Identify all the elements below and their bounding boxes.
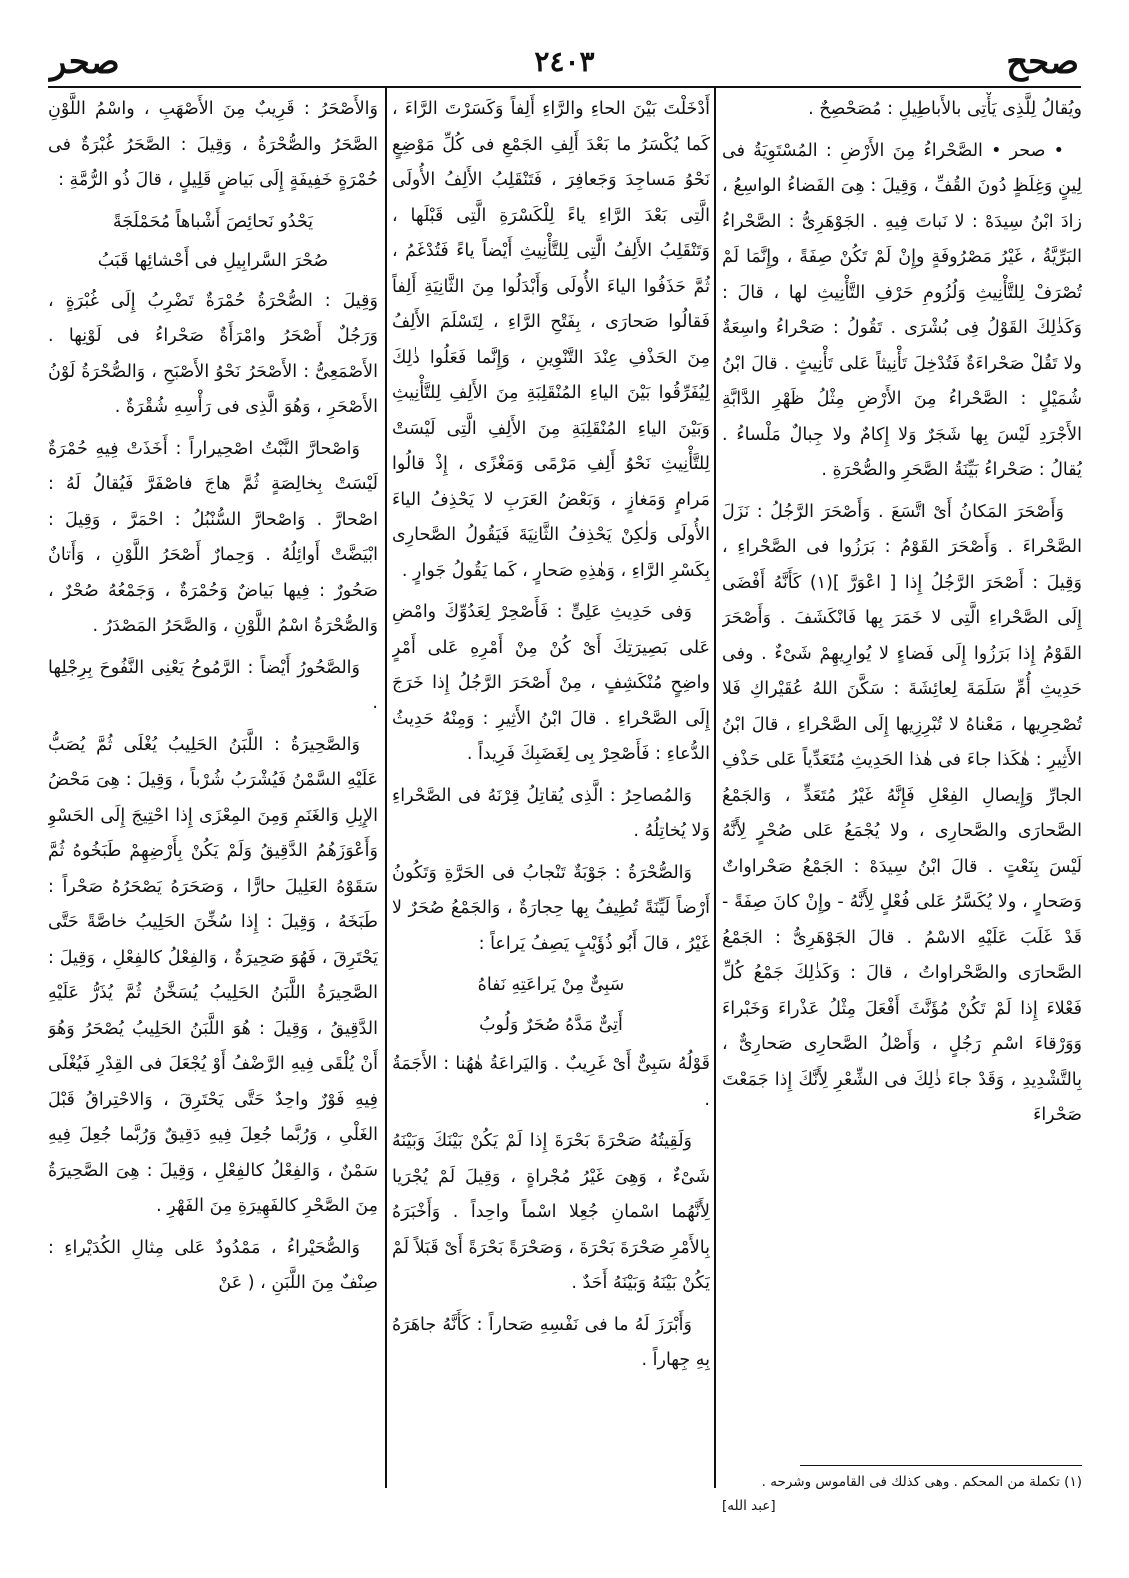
paragraph: وَأَبْرَزَ لَهُ ما فى نَفْسِهِ صَحاراً : كَأَنَّهُ جاهَرَهُ بِهِ جِهاراً . [392,1314,710,1370]
paragraph: وَاصْحارَّ النَّبْتُ اصْحِيراراً : أَخَذَتْ فِيهِ حُمْرَةٌ لَيْسَتْ بِخالِصَةٍ ثُمَّ هاجَ فاصْفَرَّ فَيُقالُ لَهُ : اصْحارَّ . وَاصْحارَّ السُّنْبُلُ : احْمَرَّ ، وَقِيلَ : ابْيَضَّتْ أَوائِلُهُ . وَحِمارٌ أَصْحَرُ اللَّوْنِ ، وَأَتانٌ صَحُورٌ : فِيها بَياضٌ وَحُمْرَةٌ ، وَجَمْعُهُ صُحْرٌ ، وَالصُّحْرَةُ اسْمُ اللَّوْنِ ، وَالصَّحَرُ المَصْدَرُ . [48,438,378,636]
footnote-rule [800,1465,1082,1466]
paragraph: أَدْخَلْتَ بَيْنَ الحاءِ والرَّاءِ أَلِفاً وَكَسَرْتَ الرَّاءَ ، كَما يُكْسَرُ ما بَعْدَ أَلِفِ الجَمْعِ فى كُلِّ مَوْضِعٍ نَحْوُ مَساجِدَ وَجَعافِرَ ، فَتَنْقَلِبُ الأَلِفُ الأُولَى الَّتِى بَعْدَ الرَّاءِ ياءً لِلْكَسْرَةِ الَّتِى قَبْلَها ، وَتَنْقَلِبُ الأَلِفُ الَّتِى لِلتَّأْنِيثِ أَيْضاً ياءً فَتُدْغَمُ ، ثُمَّ حَذَفُوا الياءَ الأُولَى وَأَبْدَلُوا مِنَ الثَّانِيَةِ أَلِفاً فَقالُوا صَحارَى ، بِفَتْحِ الرَّاءِ ، لِتَسْلَمَ الأَلِفُ مِنَ الحَذْفِ عِنْدَ التَّنْوِينِ ، وَإِنَّما فَعَلُوا ذٰلِكَ لِيُفَرِّقُوا بَيْنَ الياءِ المُنْقَلِبَةِ مِنَ الأَلِفِ لِلتَّأْنِيثِ وَبَيْنَ الياءِ المُنْقَلِبَةِ مِنَ الأَلِفِ الَّتِى لَيْسَتْ لِلتَّأْنِيثِ نَحْوُ أَلِفِ مَرْمًى وَمَغْزًى ، إِذْ قالُوا مَرامٍ وَمَغازٍ ، وَبَعْضُ العَرَبِ لا يَحْذِفُ الياءَ الأُولَى وَلٰكِنْ يَحْذِفُ الثَّانِيَةَ فَيَقُولُ الصَّحارِى بِكَسْرِ الرَّاءِ ، وَهٰذِهِ صَحارٍ ، كَما يَقُولُ جَوارٍ . [392,99,710,581]
footnote-signature: [عبد الله] [722,1498,776,1514]
paragraph: وَالمُصاحِرُ : الَّذِى يُقاتِلُ قِرْنَهُ فى الصَّحْراءِ وَلا يُخاتِلُهُ . [392,785,710,841]
page-number: ٢٤٠٣ [534,45,595,78]
paragraph: ويُقالُ لِلَّذِى يَأْتِى بالأَباطِيلِ : مُصَحْصِحٌ . [808,99,1082,119]
verse-line: يَحْدُو نَحائِصَ أَشْباهاً مُحَمْلَجَةً [112,211,314,232]
page-header [40,40,1089,90]
text-column-right [722,92,1082,1483]
text-column-left [48,92,378,1483]
paragraph: وَالصُّحَيْراءُ ، مَمْدُودٌ عَلى مِثالِ الكُدَيْراءِ : صِنْفٌ مِنَ اللَّبَنِ ، ( عَنْ [48,1237,378,1293]
paragraph: وَالصَّحُورُ أَيْضاً : الرَّمُوحُ يَعْنِى النَّفُوحَ بِرِجْلِها . [48,657,378,713]
paragraph: وَالأَصْحَرُ : قَرِيبٌ مِنَ الأَصْهَبِ ، واسْمُ اللَّوْنِ الصَّحَرُ والصُّحْرَةُ ، وَقِيلَ : الصَّحَرُ غُبْرَةٌ فى حُمْرَةٍ خَفِيفَةٍ إِلَى بَياضٍ قَلِيلٍ ، قالَ ذُو الرُّمَّةِ : [48,99,378,190]
paragraph: وَالصُّحْرَةُ : جَوْبَةٌ تَنْجابُ فى الحَرَّةِ وَتَكُونُ أَرْضاً لَيِّنَةً تُطِيفُ بِها حِجارَةٌ ، وَالجَمْعُ صُحَرٌ لا غَيْرُ ، قالَ أَبُو ذُؤَيْبٍ يَصِفُ يَراعاً : [392,862,710,954]
verse-line: صُحْرَ السَّرابِيلِ فى أَحْشائِها قَبَبُ [97,251,329,271]
paragraph: وَلَقِيتُهُ صَحْرَةَ بَحْرَةَ إِذا لَمْ يَكُنْ بَيْنَكَ وَبَيْنَهُ شَىْءٌ ، وَهِىَ غَيْرُ مُجْراةٍ ، وَقِيلَ لَمْ يُجْرَيا لِأَنَّهُما اسْمانِ جُعِلا اسْماً واحِداً . وَأَخْبَرَهُ بِالأَمْرِ صَحْرَةَ بَحْرَةَ ، وَصَحْرَةً بَحْرَةً أَىْ قَبَلاً لَمْ يَكُنْ بَيْنَهُ وَبَيْنَهُ أَحَدٌ . [392,1131,710,1293]
header-root-word-right: صحح [1006,42,1079,82]
column-divider-right [714,88,716,1488]
footnote-text: (١) تكملة من المحكم . وهى كذلك فى القاموس وشرحه . [761,1474,1082,1490]
paragraph: قَوْلُهُ سَبِىٌّ أَىْ غَرِيبٌ . وَاليَراعَةُ هٰهُنا : الأَجَمَةُ . [392,1054,710,1110]
text-column-middle [392,92,710,1483]
header-root-word-left: صحر [50,42,120,82]
header-rule [48,86,1081,88]
paragraph: وَأَصْحَرَ المَكانُ أَىْ اتَّسَعَ . وَأَصْحَرَ الرَّجُلُ : نَزَلَ الصَّحْراءَ . وَأَصْحَرَ القَوْمُ : بَرَزُوا فى الصَّحْراءِ ، وَقِيلَ : أَصْحَرَ الرَّجُلُ إِذا [ اعْوَرَّ ](١) كَأَنَّهُ أَفْضَى إِلَى الصَّحْراءِ الَّتِى لا خَمَرَ بِها فَانْكَشَفَ . وَأَصْحَرَ القَوْمُ إِذا بَرَزُوا إِلَى فَضاءٍ لا يُوارِيهِمْ شَىْءٌ . وفى حَدِيثِ أُمِّ سَلَمَةَ لِعائِشَةَ : سَكَّنَ اللهُ عُقَيْراكِ فَلا تُصْحِرِيها ، مَعْناهُ لا تُبْرِزِيها إِلَى الصَّحْراءِ ، قالَ ابْنُ الأَثِيرِ : هٰكَذا جاءَ فى هٰذا الحَدِيثِ مُتَعَدِّياً عَلى حَذْفِ الجارِّ وَإِيصالِ الفِعْلِ فَإِنَّهُ غَيْرُ مُتَعَدٍّ ، وَالجَمْعُ الصَّحارَى والصَّحارِى ، ولا يُجْمَعُ عَلى صُحْرٍ لِأَنَّهُ لَيْسَ بِنَعْتٍ . قالَ ابْنُ سِيدَهْ : الجَمْعُ صَحْراواتٌ وَصَحارٍ ، ولا يُكَسَّرُ عَلى فُعْلٍ لِأَنَّهُ - وإِنْ كانَ صِفَةً - قَدْ غَلَبَ عَلَيْهِ الاسْمُ . قالَ الجَوْهَرِىُّ : الجَمْعُ الصَّحارَى والصَّحْراواتُ ، قالَ : وَكَذٰلِكَ جَمْعُ كُلِّ فَعْلاءَ إِذا لَمْ تَكُنْ مُؤَنَّثَ أَفْعَلَ مِثْلُ عَذْراءَ وَخَبْراءَ وَوَرْقاءَ اسْمِ رَجُلٍ ، وَأَصْلُ الصَّحارِى صَحارِىٌّ ، بِالتَّشْدِيدِ ، وَقَدْ جاءَ ذٰلِكَ فى الشِّعْرِ لِأَنَّكَ إِذا جَمَعْتَ صَحْراءَ [722,501,1082,1125]
verse-line: أَتِىٌّ مَدَّهُ صُحَرٌ وَلُوبُ [479,1014,623,1035]
paragraph: وَالصَّحِيرَةُ : اللَّبَنُ الحَلِيبُ يُغْلَى ثُمَّ يُصَبُّ عَلَيْهِ السَّمْنُ فَيُشْرَبُ شُرْباً ، وَقِيلَ : هِىَ مَحْضُ الإِبِلِ وَالغَنَمِ وَمِنَ المِعْزَى إِذا احْتِيجَ إِلَى الحَسْوِ وَأَعْوَزَهُمُ الدَّقِيقُ وَلَمْ يَكُنْ بِأَرْضِهِمْ طَبَخُوهُ ثُمَّ سَقَوْهُ العَلِيلَ حارًّا ، وَصَحَرَهُ يَصْحَرُهُ صَحْراً : طَبَخَهُ ، وَقِيلَ : إِذا سُخِّنَ الحَلِيبُ خاصَّةً حَتَّى يَحْتَرِقَ ، فَهُوَ صَحِيرَةٌ ، وَالفِعْلُ كالفِعْلِ ، وَقِيلَ : الصَّحِيرَةُ اللَّبَنُ الحَلِيبُ يُسَخَّنُ ثُمَّ يُذَرُّ عَلَيْهِ الدَّقِيقُ ، وَقِيلَ : هُوَ اللَّبَنُ الحَلِيبُ يُصْحَرُ وَهُوَ أَنْ يُلْقَى فِيهِ الرَّضْفُ أَوْ يُجْعَلَ فى القِدْرِ فَيُغْلَى فِيهِ فَوْرٌ واحِدٌ حَتَّى يَحْتَرِقَ ، وَالاحْتِراقُ قَبْلَ الغَلْىِ ، وَرُبَّما جُعِلَ فِيهِ دَقِيقٌ وَرُبَّما جُعِلَ فِيهِ سَمْنٌ ، وَالفِعْلُ كالفِعْلِ ، وَقِيلَ : هِىَ الصَّحِيرَةُ مِنَ الصَّحْرِ كالفَهِيرَةِ مِنَ الفَهْرِ . [48,734,378,1216]
footnote [722,1470,1082,1518]
verse-line: سَبِىٌّ مِنْ يَراعَتِهِ نَفاهُ [477,975,625,995]
paragraph: وَقِيلَ : الصُّحْرَةُ حُمْرَةٌ تَضْرِبُ إِلَى غُبْرَةٍ ، وَرَجُلٌ أَصْحَرُ وامْرَأَةٌ صَحْراءُ فى لَوْنِها . الأَصْمَعِىُّ : الأَصْحَرُ نَحْوُ الأَصْبَحِ ، وَالصُّحْرَةُ لَوْنُ الأَصْحَرِ ، وَهُوَ الَّذِى فى رَأْسِهِ شُقْرَةٌ . [48,290,378,417]
column-divider-left [385,88,387,1488]
paragraph: وَفى حَدِيثِ عَلِىٍّ : فَأَصْحِرْ لِعَدُوِّكَ وامْضِ عَلى بَصِيرَتِكَ أَىْ كُنْ مِنْ أَمْرِهِ عَلى أَمْرٍ واضِحٍ مُنْكَشِفٍ ، مِنْ أَصْحَرَ الرَّجُلُ إِذا خَرَجَ إِلَى الصَّحْراءِ . قالَ ابْنُ الأَثِيرِ : وَمِنْهُ حَدِيثُ الدُّعاءِ : فَأَصْحِرْ بِى لِغَضَبِكَ فَرِيداً . [392,602,710,764]
entry-paragraph: • صحر • الصَّحْراءُ مِنَ الأَرْضِ : المُسْتَوِيَةُ فى لِينٍ وَغِلَظٍ دُونَ القُفِّ ، وَقِيلَ : هِىَ الفَضاءُ الواسِعُ ، زادَ ابْنُ سِيدَهْ : لا نَباتَ فِيهِ . الجَوْهَرِىُّ : الصَّحْراءُ البَرِّيَّةُ ، غَيْرُ مَصْرُوفَةٍ وإِنْ لَمْ تَكُنْ صِفَةً ، وإِنَّمَا لَمْ تُصْرَفْ لِلتَّأْنِيثِ وَلُزُومِ حَرْفِ التَّأْنِيثِ لها ، قالَ : وَكَذٰلِكَ القَوْلُ فِى بُشْرَى . تَقُولُ : صَحْراءُ واسِعَةٌ ولا تَقُلْ صَحْراءَةٌ فَتُدْخِلَ تَأْنِيثاً عَلى تَأْنِيثٍ . قالَ ابْنُ شُمَيْلٍ : الصَّحْراءُ مِنَ الأَرْضِ مِثْلُ ظَهْرِ الدَّابَّةِ الأَجْرَدِ لَيْسَ بِها شَجَرٌ وَلا إِكامٌ ولا جِبالٌ مَلْساءُ . يُقالُ : صَحْراءُ بَيِّنَةُ الصَّحَرِ والصُّحْرَةِ . [722,140,1082,480]
